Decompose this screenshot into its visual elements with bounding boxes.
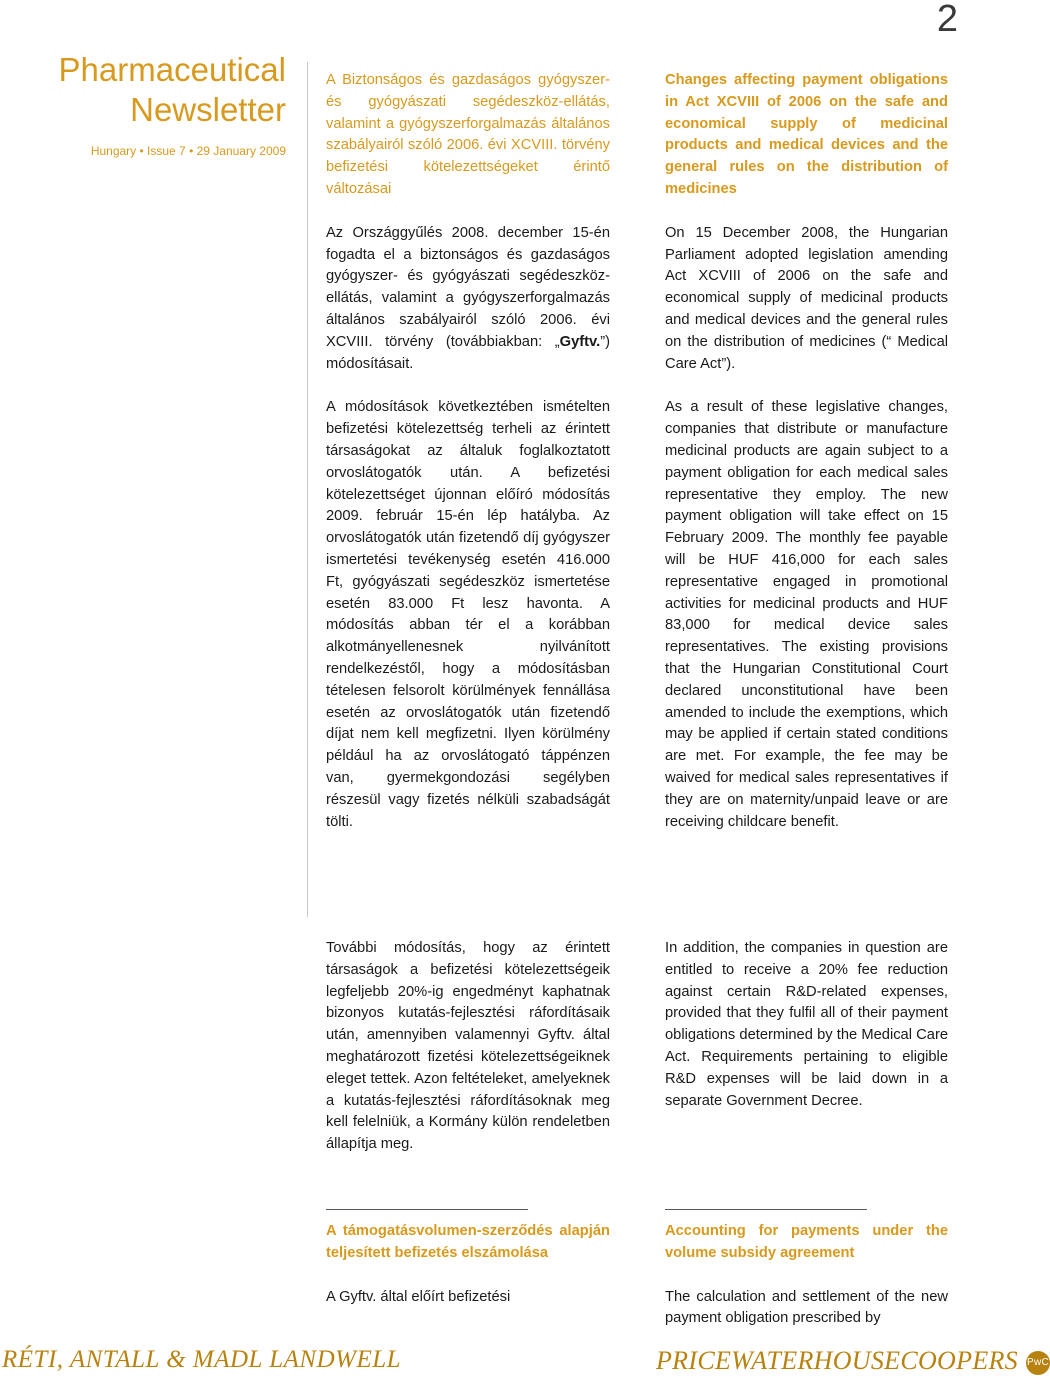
left-paragraph-2: A módosítások következtében ismételten befizetési kötelezettség terheli az érintett társaságokat az általuk foglalkoztatott orvoslátogatók után. A befizetési kötelezettséget újonnan előíró módosítás 2009. február 15-én lép hatályba. Az orvoslátogatók után fizetendő díj gyógyszer ismertetési tevékenység esetén 416.000 Ft, gyógyászati segédeszköz ismertetése esetén 83.000 Ft lesz havonta. A módosítás abban tér el a korábban alkotmányellenesnek nyilvánított rendelkezéstől, hogy a módosításban tételesen felsorolt körülmények fennállása esetén az orvoslátogatók után fizetendő díjat nem kell megfizetni. Ilyen körülmény például ha az orvoslátogató táppénzen van, gyermekgondozási segélyben részesül vagy fizetés nélküli szabadságát tölti. [326, 399, 610, 830]
right-section-separator [665, 1209, 867, 1210]
left-column-mid [326, 938, 610, 1156]
left-column-bottom [326, 1221, 610, 1308]
left-paragraph-1-text-b: ”) módosításait. [326, 333, 610, 372]
vertical-divider [307, 62, 308, 917]
right-paragraph-2: As a result of these legislative changes, companies that distribute or manufacture medicinal products are again subject to a payment obligation for each medical sales representative they employ. The new payment obligation will take effect on 15 February 2009. The monthly fee payable will be HUF 416,000 for each sales representative engaged in promotional activities for medicinal products and HUF 83,000 for medical device sales representatives. The existing provisions that the Hungarian Constitutional Court declared unconstitutional have been amended to include the exemptions, which may be applied if certain stated conditions are met. For example, the fee may be waived for medical sales representatives if they are on maternity/unpaid leave or are receiving childcare benefit. [665, 399, 948, 830]
right-column-top [665, 70, 948, 833]
right-paragraph-4: The calculation and settlement of the new payment obligation prescribed by [665, 1288, 948, 1327]
left-heading-2: A támogatásvolumen-szerződés alapján teljesített befizetés elszámolása [326, 1223, 610, 1261]
right-heading-1: Changes affecting payment obligations in Act XCVIII of 2006 on the safe and economical supply of medicinal products and medical devices and the general rules on the distribution of medicines [665, 72, 948, 197]
right-paragraph-3: In addition, the companies in question are entitled to receive a 20% fee reduction against certain R&D-related expenses, provided that they fulfil all of their payment obligations determined by the Medical Care Act. Requirements pertaining to eligible R&D expenses will be laid down in a separate Government Decree. [665, 940, 948, 1109]
right-heading-2: Accounting for payments under the volume subsidy agreement [665, 1223, 948, 1261]
reti-antall-madl-landwell-logo: RÉTI, ANTALL & MADL LANDWELL [2, 1346, 402, 1373]
newsletter-title-line2: Newsletter [130, 91, 286, 128]
left-paragraph-4: A Gyftv. által előírt befizetési [326, 1288, 511, 1305]
left-paragraph-1 [326, 223, 610, 376]
left-heading-1: A Biztonságos és gazdaságos gyógyszer- és gyógyászati segédeszköz-ellátás, valamint a gyógyszerforgalmazás általános szabályairól szóló 2006. évi XCVIII. törvény befizetési kötelezettségeket érintő változásai [326, 72, 610, 197]
left-paragraph-3: További módosítás, hogy az érintett társaságok a befizetési kötelezettségeik legfeljebb 20%-ig engedményt kaphatnak bizonyos kutatás-fejlesztési ráfordításaik után, amennyiben valamennyi Gyftv. által meghatározott fizetési kötelezettségeiknek eleget tettek. Azon feltételeket, amelyeknek a kutatás-fejlesztési ráfordításoknak meg kell felelniük, a Kormány külön rendeletben állapítja meg. [326, 940, 610, 1153]
page-number: 2 [936, 0, 958, 40]
pricewaterhousecoopers-logo [656, 1346, 1050, 1376]
left-column-top [326, 70, 610, 833]
left-paragraph-1-text-a: Az Országgyűlés 2008. december 15-én fogadta el a biztonságos és gazdaságos gyógyszer- és gyógyászati segédeszköz-ellátás, valamint a gyógyszerforgalmazás általános szabályairól szóló 2006. évi XCVIII. törvény (továbbiakban: „ [326, 224, 610, 350]
gyftv-abbrev: Gyftv. [559, 333, 601, 350]
masthead [28, 50, 286, 158]
pwc-wordmark: PRICEWATERHOUSECOOPERS [656, 1346, 1018, 1375]
left-section-separator [326, 1209, 528, 1210]
right-paragraph-1: On 15 December 2008, the Hungarian Parliament adopted legislation amending Act XCVIII of 2006 on the safe and economical supply of medicinal products and medical devices and the general rules on the distribution of medicines (“ Medical Care Act”). [665, 224, 948, 372]
newsletter-title-line1: Pharmaceutical [58, 51, 286, 88]
pwc-emblem-icon: PwC [1026, 1351, 1050, 1375]
right-column-mid [665, 938, 948, 1112]
right-column-bottom [665, 1221, 948, 1330]
issue-info: Hungary • Issue 7 • 29 January 2009 [90, 144, 286, 158]
